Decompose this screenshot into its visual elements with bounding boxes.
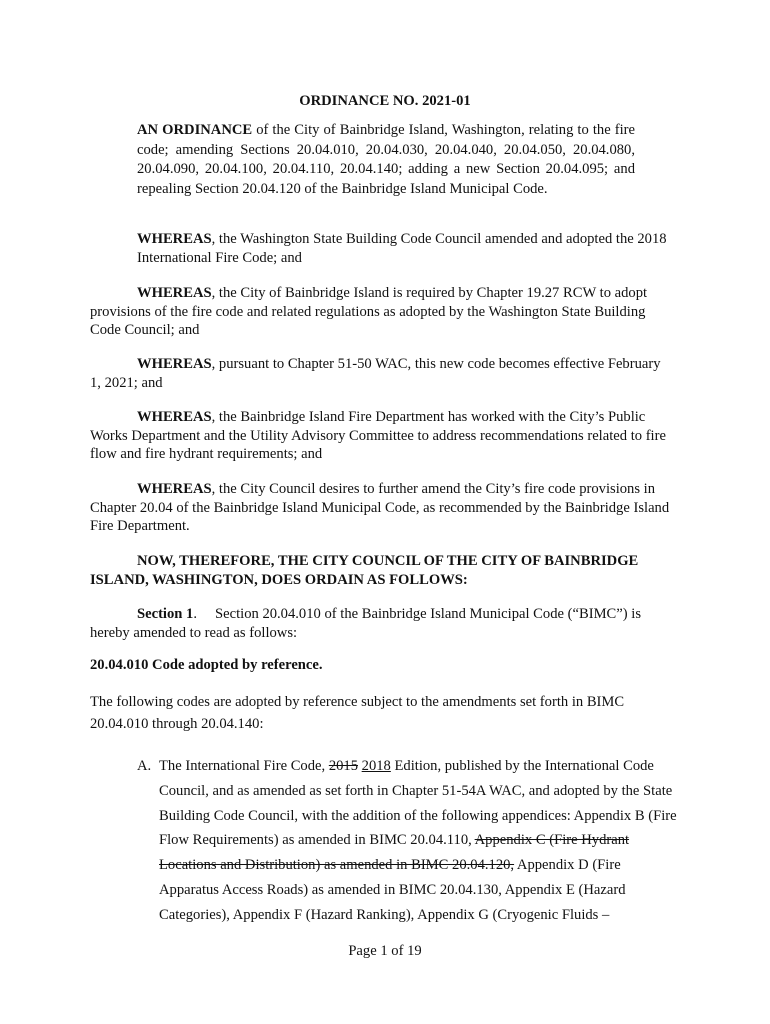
whereas-text: , the Washington State Building Code Council amended and adopted the 2018 International Fire Code; and bbox=[137, 231, 667, 266]
inserted-year: 2018 bbox=[361, 758, 391, 774]
whereas-paragraph-3 bbox=[90, 355, 674, 392]
page-number: Page 1 of 19 bbox=[348, 943, 422, 959]
whereas-lead: WHEREAS bbox=[137, 409, 212, 425]
whereas-text: , pursuant to Chapter 51-50 WAC, this new code becomes effective February 1, 2021; and bbox=[90, 356, 661, 391]
whereas-paragraph-1 bbox=[90, 230, 721, 267]
deleted-text: Appendix C (Fire Hydrant Locations and Distribution) as amended in BIMC 20.04.120, bbox=[159, 832, 630, 874]
ordinance-title: ORDINANCE NO. 2021-01 bbox=[299, 93, 471, 109]
summary-text: of the City of Bainbridge Island, Washington, relating to the fire code; amending Sections 20.04.010, 20.04.030, 20.04.040, 20.04.050, 20.04.080, 20.04.090, 20.04.100, 20.04.110, 20.04.140; adding a new Section 20.04.095; and repealing Section 20.04.120 of the Bainbridge Island Municipal Code. bbox=[137, 122, 635, 197]
list-marker: A. bbox=[137, 758, 152, 774]
whereas-lead: WHEREAS bbox=[137, 481, 212, 497]
deleted-year: 2015 bbox=[328, 758, 358, 774]
whereas-text: , the Bainbridge Island Fire Department has worked with the City’s Public Works Department and the Utility Advisory Committee to address recommendations related to fire flow and fire hydrant requirements; and bbox=[90, 409, 666, 463]
whereas-text: , the City Council desires to further amend the City’s fire code provisions in Chapter 20.04 of the Bainbridge Island Municipal Code, as recommended by the Bainbridge Island Fire Department. bbox=[90, 481, 670, 535]
item-text: The International Fire Code, bbox=[159, 758, 329, 774]
list-item-body bbox=[137, 754, 677, 928]
section-1-label: Section 1 bbox=[137, 606, 194, 622]
whereas-lead: WHEREAS bbox=[137, 231, 212, 247]
now-therefore-clause bbox=[90, 552, 674, 589]
whereas-paragraph-4 bbox=[90, 408, 674, 464]
whereas-text: , the City of Bainbridge Island is required by Chapter 19.27 RCW to adopt provisions of the fire code and related regulations as adopted by the Washington State Building Code Council; and bbox=[90, 285, 648, 339]
adoption-intro: The following codes are adopted by reference subject to the amendments set forth in BIMC 20.04.010 through 20.04.140: bbox=[90, 694, 625, 732]
ordinance-summary bbox=[137, 121, 635, 199]
list-item-a bbox=[137, 754, 677, 928]
whereas-lead: WHEREAS bbox=[137, 356, 212, 372]
whereas-paragraph-5 bbox=[90, 480, 674, 536]
item-text: Appendix D (Fire Apparatus Access Roads) as amended in BIMC 20.04.130, Appendix E (Hazard Categories), Appendix F (Hazard Ranking), Appendix G (Cryogenic Fluids – bbox=[159, 857, 626, 923]
section-1-paragraph: Section 1. Section 20.04.010 of the Bainbridge Island Municipal Code (“BIMC”) is hereby amended to read as follows: bbox=[90, 606, 641, 641]
whereas-paragraph-2 bbox=[90, 284, 674, 340]
item-text: Edition, published by the International Code Council, and as amended as set forth in Chapter 51-54A WAC, and adopted by the State Building Code Council, with the addition of the following appendices: Appendix B (Fire Flow Requirements) as amended in BIMC 20.04.110, bbox=[159, 758, 677, 849]
section-1-text: Section 20.04.010 of the Bainbridge Island Municipal Code (“BIMC”) is hereby amended to read as follows: bbox=[90, 606, 641, 641]
summary-lead: AN ORDINANCE bbox=[137, 122, 253, 138]
whereas-lead: WHEREAS bbox=[137, 285, 212, 301]
code-section-heading: 20.04.010 Code adopted by reference. bbox=[90, 657, 323, 673]
now-therefore-text: NOW, THEREFORE, THE CITY COUNCIL OF THE CITY OF BAINBRIDGE ISLAND, WASHINGTON, DOES ORDAIN AS FOLLOWS: bbox=[90, 553, 639, 588]
